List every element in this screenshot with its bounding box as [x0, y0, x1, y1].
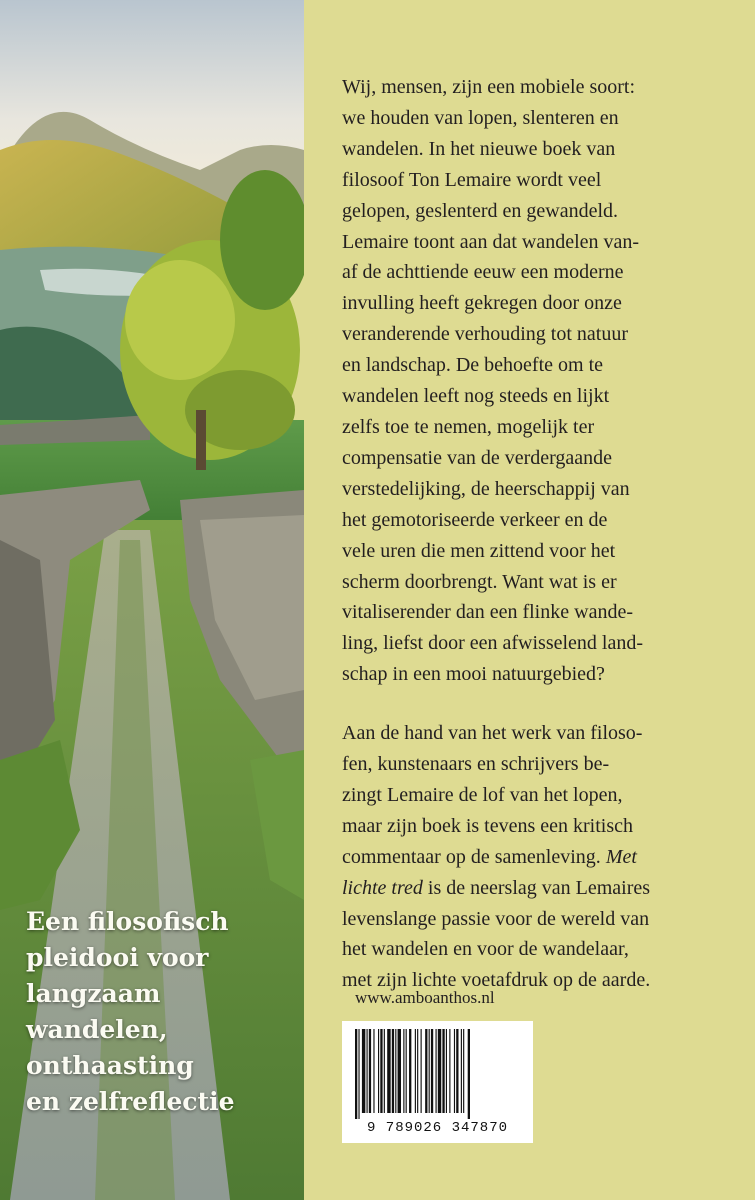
- barcode-bar: [456, 1029, 458, 1113]
- barcode-bar: [358, 1029, 359, 1119]
- barcode-bar: [425, 1029, 427, 1113]
- blurb-line: wandelen leeft nog steeds en lijkt: [342, 385, 610, 408]
- barcode-bar: [380, 1029, 382, 1113]
- book-description: [342, 72, 747, 996]
- blurb-line: het wandelen en voor de wandelaar,: [342, 938, 629, 961]
- blurb-line: zingt Lemaire de lof van het lopen,: [342, 783, 623, 806]
- blurb-line: vele uren die men zittend voor het: [342, 539, 616, 562]
- barcode-bar: [436, 1029, 437, 1113]
- paragraph-gap: [342, 690, 747, 718]
- blurb-line: en landschap. De behoefte om te: [342, 354, 604, 377]
- blurb-line: [342, 842, 747, 873]
- barcode-bar: [431, 1029, 433, 1113]
- barcode-bar: [373, 1029, 374, 1113]
- blurb-line: met zijn lichte voetafdruk op de aarde.: [342, 969, 651, 992]
- blurb-line: compensatie van de verdergaande: [342, 446, 613, 469]
- blurb-line: Lemaire toont aan dat wandelen van-: [342, 230, 640, 253]
- barcode-bar: [355, 1029, 357, 1119]
- barcode-bar: [446, 1029, 447, 1113]
- publisher-website[interactable]: www.amboanthos.nl: [355, 988, 495, 1007]
- blurb-line: invulling heeft gekregen door onze: [342, 292, 622, 315]
- blurb-line: Aan de hand van het werk van filoso-: [342, 722, 643, 745]
- barcode-bar: [398, 1029, 401, 1113]
- barcode-bar: [395, 1029, 396, 1113]
- barcode-bar: [392, 1029, 394, 1113]
- barcode-bar: [409, 1029, 411, 1113]
- blurb-line: zelfs toe te nemen, mogelijk ter: [342, 415, 595, 438]
- barcode-bar: [415, 1029, 416, 1113]
- blurb-text: is de neerslag van Lemaires: [422, 876, 651, 899]
- barcode-bar: [417, 1029, 418, 1113]
- blurb-line: ling, liefst door een afwisselend land-: [342, 632, 644, 655]
- book-title-italic: lichte tred: [342, 876, 423, 899]
- blurb-line: filosoof Ton Lemaire wordt veel: [342, 168, 602, 191]
- barcode-bar: [463, 1029, 464, 1113]
- tagline-line: wandelen,: [26, 1015, 168, 1044]
- blurb-line: schap in een mooi natuurgebied?: [342, 663, 605, 686]
- blurb-line: we houden van lopen, slenteren en: [342, 106, 619, 129]
- isbn-digits: 9 789026 347870: [366, 1120, 509, 1136]
- blurb-line: veranderende verhouding tot natuur: [342, 323, 629, 346]
- blurb-line: Wij, mensen, zijn een mobiele soort:: [342, 76, 636, 98]
- barcode-bar: [442, 1029, 444, 1113]
- isbn-barcode: [342, 1021, 533, 1143]
- blurb-line: het gemotoriseerde verkeer en de: [342, 508, 608, 531]
- barcode-bar: [384, 1029, 385, 1113]
- blurb-line: fen, kunstenaars en schrijvers be-: [342, 753, 610, 776]
- barcode-bar: [429, 1029, 430, 1113]
- barcode-bar: [454, 1029, 455, 1113]
- tagline: [26, 904, 296, 1120]
- tagline-line: Een filosofisch: [26, 907, 229, 936]
- barcode-bar: [461, 1029, 462, 1113]
- barcode-bar: [449, 1029, 450, 1113]
- barcode-bar: [378, 1029, 379, 1113]
- blurb-line: levenslange passie voor de wereld van: [342, 907, 650, 930]
- blurb-line: gelopen, geslenterd en gewandeld.: [342, 199, 619, 222]
- blurb-line: wandelen. In het nieuwe boek van: [342, 137, 616, 160]
- barcode-bars: [355, 1029, 520, 1119]
- tagline-line: en zelfreflectie: [26, 1087, 235, 1116]
- tagline-line: pleidooi voor: [26, 943, 209, 972]
- barcode-bar: [367, 1029, 368, 1113]
- barcode-bar: [362, 1029, 365, 1113]
- blurb-line: scherm doorbrengt. Want wat is er: [342, 570, 617, 593]
- barcode-bar: [403, 1029, 404, 1113]
- blurb-line: [342, 873, 747, 904]
- blurb-line: verstedelijking, de heerschappij van: [342, 477, 630, 500]
- barcode-bar: [438, 1029, 441, 1113]
- book-title-italic: Met: [605, 845, 637, 868]
- barcode-bar: [468, 1029, 470, 1119]
- blurb-line: vitaliserender dan een flinke wande-: [342, 601, 633, 624]
- blurb-text: commentaar op de samenleving.: [342, 845, 606, 868]
- barcode-bar: [406, 1029, 407, 1113]
- barcode-bar: [387, 1029, 390, 1113]
- tagline-line: langzaam: [26, 979, 161, 1008]
- tagline-line: onthaasting: [26, 1051, 194, 1080]
- barcode-bar: [421, 1029, 422, 1113]
- blurb-line: af de achttiende eeuw een moderne: [342, 261, 624, 284]
- blurb-line: maar zijn boek is tevens een kritisch: [342, 814, 634, 837]
- barcode-bar: [369, 1029, 371, 1113]
